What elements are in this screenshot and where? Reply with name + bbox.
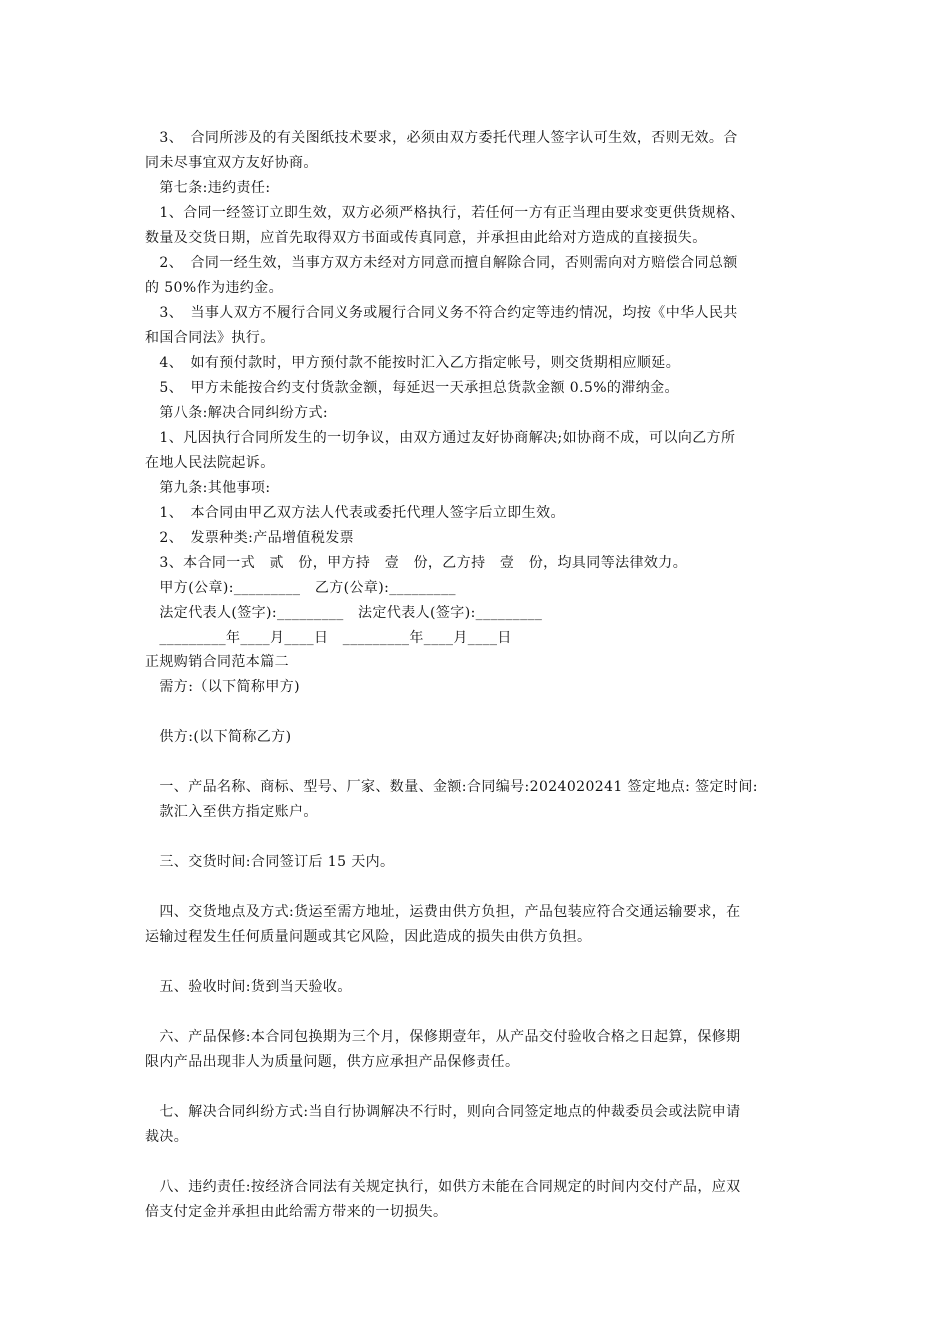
date-line: _________年____月____日 _________年____月____日: [145, 630, 512, 646]
item-3: 三、交货时间:合同签订后 15 天内。: [145, 854, 395, 870]
item-8-line-1: 八、违约责任:按经济合同法有关规定执行，如供方未能在合同规定的时间内交付产品，应双: [145, 1179, 741, 1195]
article-7-item-5: 5、 甲方未能按合约支付货款金额，每延迟一天承担总货款金额 0.5%的滞纳金。: [145, 380, 679, 396]
article-7-item-2-line-2: 的 50%作为违约金。: [145, 280, 283, 296]
article-9-item-2: 2、 发票种类:产品增值税发票: [145, 530, 355, 546]
item-6-line-2: 限内产品出现非人为质量问题，供方应承担产品保修责任。: [145, 1054, 520, 1070]
article-9-item-1: 1、 本合同由甲乙双方法人代表或委托代理人签字后立即生效。: [145, 505, 565, 521]
section-2-title: 正规购销合同范本篇二: [145, 654, 289, 670]
clause-7-3-line-2: 同未尽事宜双方友好协商。: [145, 155, 318, 171]
item-1-line-1: 一、产品名称、商标、型号、厂家、数量、金额:合同编号:2024020241 签定地点: 签定时间:: [145, 779, 758, 795]
article-7-heading: 第七条:违约责任:: [145, 180, 271, 196]
item-6-line-1: 六、产品保修:本合同包换期为三个月，保修期壹年，从产品交付验收合格之日起算，保修期: [145, 1029, 741, 1045]
article-8-heading: 第八条:解决合同纠纷方式:: [145, 405, 329, 421]
article-7-item-2-line-1: 2、 合同一经生效，当事方双方未经对方同意而擅自解除合同，否则需向对方赔偿合同总额: [145, 255, 738, 271]
item-7-line-1: 七、解决合同纠纷方式:当自行协调解决不行时，则向合同签定地点的仲裁委员会或法院申请: [145, 1104, 741, 1120]
item-1-line-2: 款汇入至供方指定账户。: [145, 804, 318, 820]
article-7-item-4: 4、 如有预付款时，甲方预付款不能按时汇入乙方指定帐号，则交货期相应顺延。: [145, 355, 681, 371]
representative-signature-line: 法定代表人(签字):_________ 法定代表人(签字):_________: [145, 605, 543, 621]
article-9-item-3: 3、本合同一式 贰 份，甲方持 壹 份，乙方持 壹 份，均具同等法律效力。: [145, 555, 688, 571]
item-4-line-2: 运输过程发生任何质量问题或其它风险，因此造成的损失由供方负担。: [145, 929, 592, 945]
article-7-item-3-line-1: 3、 当事人双方不履行合同义务或履行合同义务不符合约定等违约情况，均按《中华人民共: [145, 305, 738, 321]
article-8-item-1-line-2: 在地人民法院起诉。: [145, 455, 275, 471]
seal-line: 甲方(公章):_________ 乙方(公章):_________: [145, 580, 456, 596]
item-8-line-2: 倍支付定金并承担由此给需方带来的一切损失。: [145, 1204, 448, 1220]
clause-7-3-line-1: 3、 合同所涉及的有关图纸技术要求，必须由双方委托代理人签字认可生效，否则无效。合: [145, 130, 738, 146]
article-8-item-1-line-1: 1、凡因执行合同所发生的一切争议，由双方通过友好协商解决;如协商不成，可以向乙方所: [145, 430, 736, 446]
buyer-line: 需方:（以下简称甲方): [145, 679, 300, 695]
seller-line: 供方:(以下简称乙方): [145, 729, 292, 745]
article-9-heading: 第九条:其他事项:: [145, 480, 271, 496]
item-4-line-1: 四、交货地点及方式:货运至需方地址，运费由供方负担，产品包装应符合交通运输要求，在: [145, 904, 741, 920]
item-7-line-2: 裁决。: [145, 1129, 189, 1145]
article-7-item-1-line-2: 数量及交货日期，应首先取得双方书面或传真同意，并承担由此给对方造成的直接损失。: [145, 230, 707, 246]
item-5: 五、验收时间:货到当天验收。: [145, 979, 352, 995]
article-7-item-1-line-1: 1、合同一经签订立即生效，双方必须严格执行，若任何一方有正当理由要求变更供货规格、: [145, 205, 745, 221]
article-7-item-3-line-2: 和国合同法》执行。: [145, 330, 275, 346]
